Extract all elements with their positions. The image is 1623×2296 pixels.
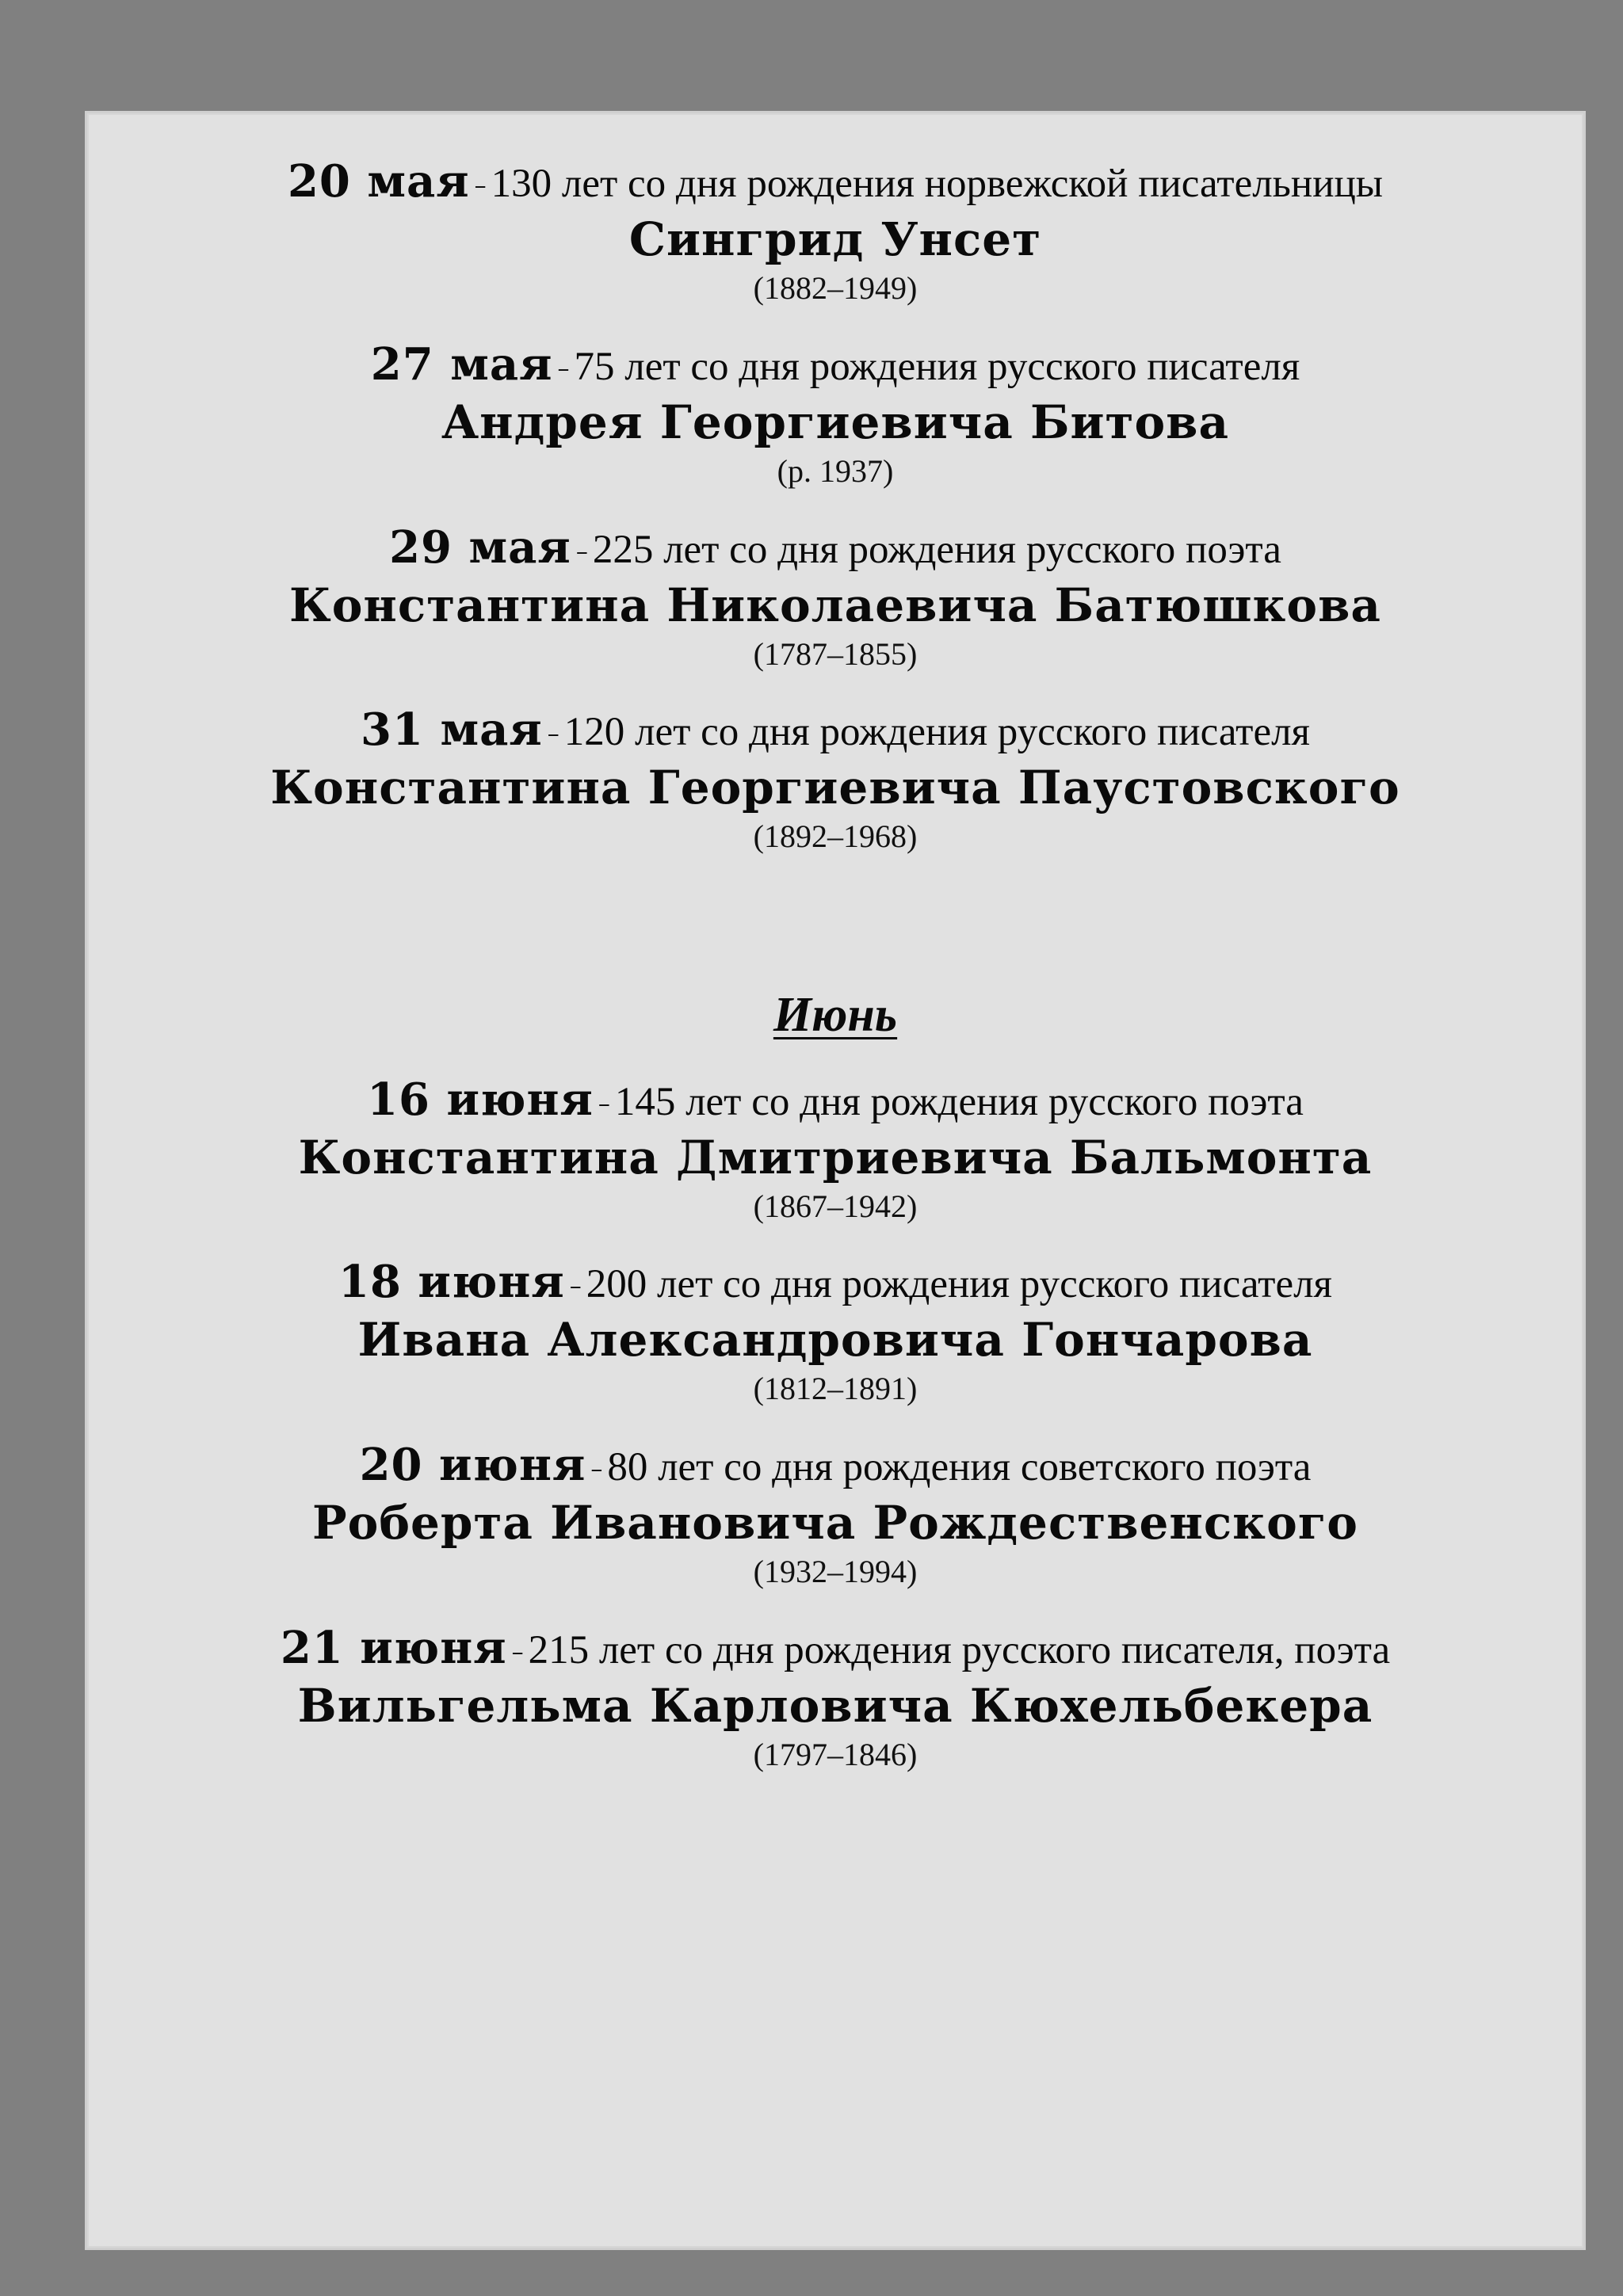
entry-years: (1787–1855) (753, 636, 918, 672)
entry-description: 145 лет со дня рождения русского поэта (614, 1080, 1304, 1124)
anniversary-entry (87, 523, 1583, 675)
entry-description: 225 лет со дня рождения русского поэта (592, 528, 1281, 572)
entry-dash: – (511, 1638, 524, 1666)
entry-dash: – (557, 355, 570, 383)
anniversary-entry (87, 1623, 1583, 1775)
entry-person-name: Константина Дмитриевича Бальмонта (298, 1131, 1373, 1184)
entry-headline (87, 1440, 1583, 1494)
entry-headline (87, 523, 1583, 577)
entry-person-name: Константина Николаевича Батюшкова (288, 578, 1382, 632)
entry-dash: – (590, 1455, 603, 1483)
entry-date: 31 мая (361, 704, 543, 756)
entry-years: (1797–1846) (753, 1737, 918, 1772)
entry-headline (87, 705, 1583, 759)
entry-description: 215 лет со дня рождения русского писателя, поэта (528, 1628, 1391, 1672)
entry-headline (87, 1623, 1583, 1677)
entry-years: (1932–1994) (753, 1554, 918, 1589)
entry-person-name: Ивана Александровича Гончарова (357, 1313, 1313, 1367)
entry-description: 200 лет со дня рождения русского писателя (586, 1262, 1332, 1306)
entry-years: (1812–1891) (753, 1371, 918, 1406)
entry-dash: – (575, 538, 588, 566)
document-page (85, 111, 1586, 2250)
entry-years: (1892–1968) (753, 818, 918, 854)
entry-date: 21 июня (280, 1622, 507, 1674)
entry-description: 120 лет со дня рождения русского писателя (563, 710, 1310, 754)
entry-headline (87, 1075, 1583, 1129)
entry-person-name: Андрея Георгиевича Битова (441, 395, 1230, 449)
entry-headline (87, 1257, 1583, 1311)
entry-dash: – (569, 1272, 582, 1300)
anniversary-entry (87, 1257, 1583, 1409)
entry-date: 16 июня (367, 1074, 594, 1126)
entry-description: 80 лет со дня рождения советского поэта (607, 1445, 1312, 1489)
anniversary-entry (87, 705, 1583, 857)
anniversary-entry (87, 340, 1583, 492)
anniversary-entry (87, 157, 1583, 309)
entry-date: 27 мая (370, 338, 553, 391)
entry-dash: – (598, 1090, 610, 1118)
anniversary-entry (87, 1075, 1583, 1227)
entry-person-name: Вильгельма Карловича Кюхельбекера (297, 1679, 1373, 1733)
month-heading: Июнь (773, 988, 898, 1042)
entry-person-name: Сингрид Унсет (628, 212, 1042, 266)
entry-years: (р. 1937) (777, 453, 894, 489)
entry-dash: – (547, 720, 559, 748)
entry-date: 29 мая (389, 521, 571, 574)
entry-date: 20 мая (287, 155, 470, 208)
entry-person-name: Роберта Ивановича Рождественского (312, 1496, 1358, 1550)
entry-description: 130 лет со дня рождения норвежской писательницы (491, 162, 1384, 206)
entry-years: (1867–1942) (753, 1188, 918, 1224)
entry-person-name: Константина Георгиевича Паустовского (270, 761, 1400, 814)
entry-dash: – (474, 172, 487, 200)
entry-date: 20 июня (359, 1439, 586, 1491)
entry-date: 18 июня (338, 1256, 565, 1308)
entry-description: 75 лет со дня рождения русского писателя (574, 345, 1300, 389)
entry-headline (87, 340, 1583, 394)
anniversary-entry (87, 1440, 1583, 1592)
entry-headline (87, 157, 1583, 211)
entry-years: (1882–1949) (753, 270, 918, 306)
